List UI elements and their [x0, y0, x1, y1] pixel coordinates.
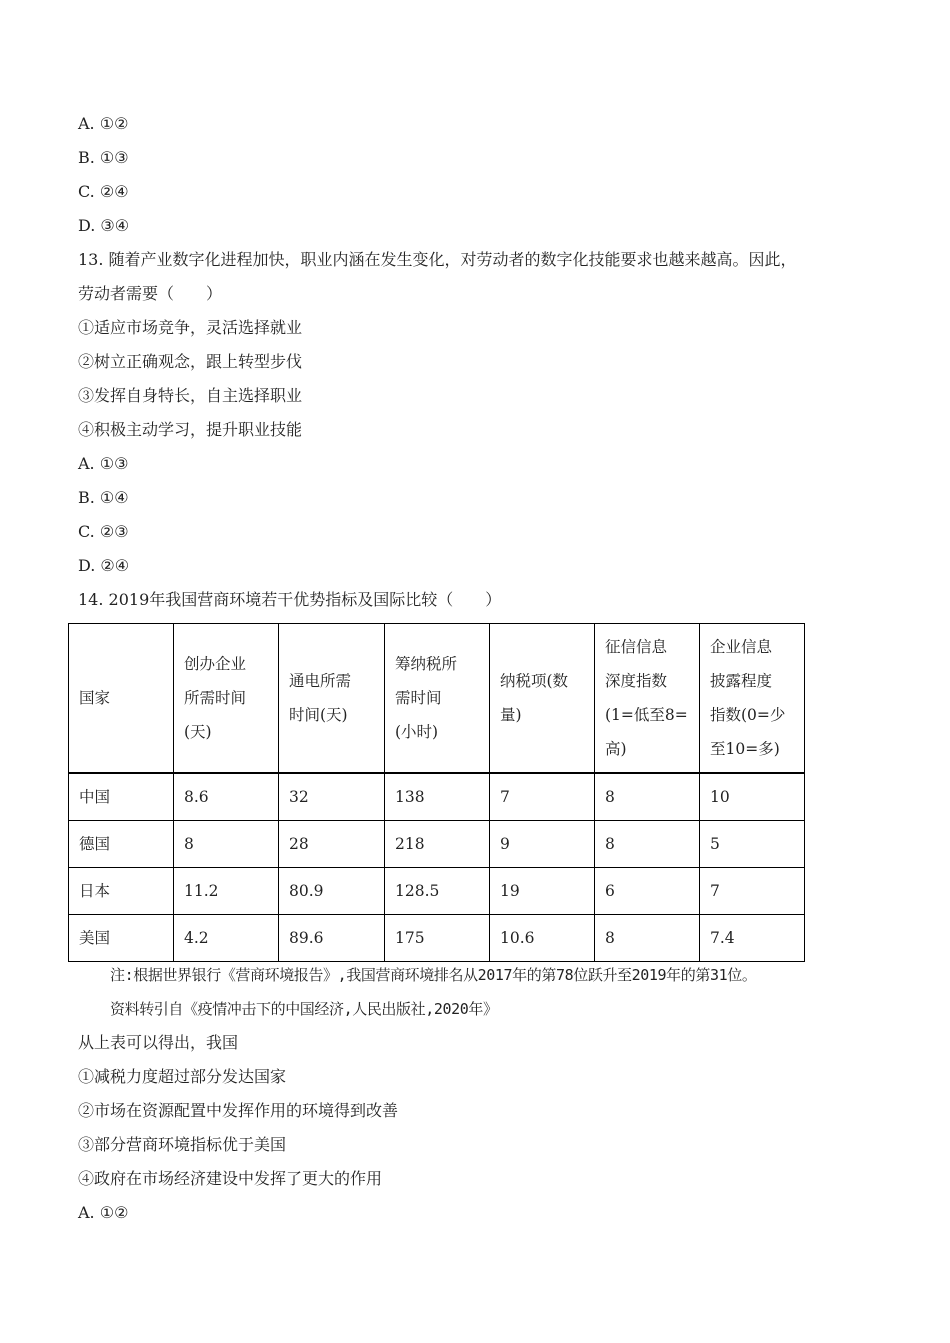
table-cell: 138 [385, 773, 490, 821]
q13-option-a: A. ①③ [78, 454, 129, 473]
q13-statement-2: ②树立正确观念，跟上转型步伐 [78, 352, 303, 371]
q12-option-b: B. ①③ [78, 148, 129, 167]
table-cell: 89.6 [279, 915, 385, 962]
business-environment-table [68, 623, 805, 962]
table-cell: 7 [490, 773, 595, 821]
table-header-cell: 通电所需 时间(天) [279, 624, 385, 774]
table-cell: 中国 [69, 773, 174, 821]
table-header-cell: 征信信息 深度指数 (1=低至8= 高) [595, 624, 700, 774]
table-cell: 美国 [69, 915, 174, 962]
q13-statement-4: ④积极主动学习，提升职业技能 [78, 420, 303, 439]
table-cell: 日本 [69, 868, 174, 915]
table-cell: 7.4 [700, 915, 805, 962]
table-cell: 8 [174, 821, 279, 868]
q14-statement-4: ④政府在市场经济建设中发挥了更大的作用 [78, 1169, 383, 1188]
table-cell: 9 [490, 821, 595, 868]
q13-stem-line2: 劳动者需要（ ） [78, 284, 223, 303]
table-row [69, 773, 805, 821]
table-cell: 32 [279, 773, 385, 821]
q13-option-d: D. ②④ [78, 556, 130, 575]
table-header-cell: 创办企业 所需时间 (天) [174, 624, 279, 774]
table-header-cell: 企业信息 披露程度 指数(0=少 至10=多) [700, 624, 805, 774]
table-cell: 德国 [69, 821, 174, 868]
table-row [69, 915, 805, 962]
table-header-row [69, 624, 805, 774]
q13-option-b: B. ①④ [78, 488, 129, 507]
table-cell: 19 [490, 868, 595, 915]
table-header-cell: 纳税项(数 量) [490, 624, 595, 774]
q14-option-a: A. ①② [78, 1203, 129, 1222]
table-row [69, 821, 805, 868]
q13-stem-line1: 13. 随着产业数字化进程加快，职业内涵在发生变化，对劳动者的数字化技能要求也越来越高。因此， [78, 250, 797, 269]
table-row [69, 868, 805, 915]
table-header-cell: 国家 [69, 624, 174, 774]
table-cell: 10 [700, 773, 805, 821]
q14-statement-3: ③部分营商环境指标优于美国 [78, 1135, 287, 1154]
q13-statement-3: ③发挥自身特长，自主选择职业 [78, 386, 303, 405]
q12-option-d: D. ③④ [78, 216, 130, 235]
table-note: 注:根据世界银行《营商环境报告》,我国营商环境排名从2017年的第78位跃升至2019年的第31位。 [110, 966, 757, 984]
table-cell: 128.5 [385, 868, 490, 915]
q12-option-c: C. ②④ [78, 182, 129, 201]
q14-stem: 14. 2019年我国营商环境若干优势指标及国际比较（ ） [78, 590, 502, 609]
table-cell: 4.2 [174, 915, 279, 962]
table-cell: 80.9 [279, 868, 385, 915]
table-cell: 218 [385, 821, 490, 868]
table-source: 资料转引自《疫情冲击下的中国经济,人民出版社,2020年》 [110, 1000, 498, 1018]
q12-option-a: A. ①② [78, 114, 129, 133]
q14-lead: 从上表可以得出，我国 [78, 1033, 239, 1052]
table-cell: 7 [700, 868, 805, 915]
table-cell: 28 [279, 821, 385, 868]
table-cell: 175 [385, 915, 490, 962]
table-cell: 8.6 [174, 773, 279, 821]
q13-option-c: C. ②③ [78, 522, 129, 541]
q13-statement-1: ①适应市场竞争，灵活选择就业 [78, 318, 303, 337]
table-cell: 10.6 [490, 915, 595, 962]
table-header-cell: 筹纳税所 需时间 (小时) [385, 624, 490, 774]
q14-statement-2: ②市场在资源配置中发挥作用的环境得到改善 [78, 1101, 399, 1120]
table-cell: 6 [595, 868, 700, 915]
table-cell: 5 [700, 821, 805, 868]
table-cell: 8 [595, 821, 700, 868]
table-cell: 11.2 [174, 868, 279, 915]
q14-statement-1: ①减税力度超过部分发达国家 [78, 1067, 287, 1086]
table-cell: 8 [595, 915, 700, 962]
table-cell: 8 [595, 773, 700, 821]
